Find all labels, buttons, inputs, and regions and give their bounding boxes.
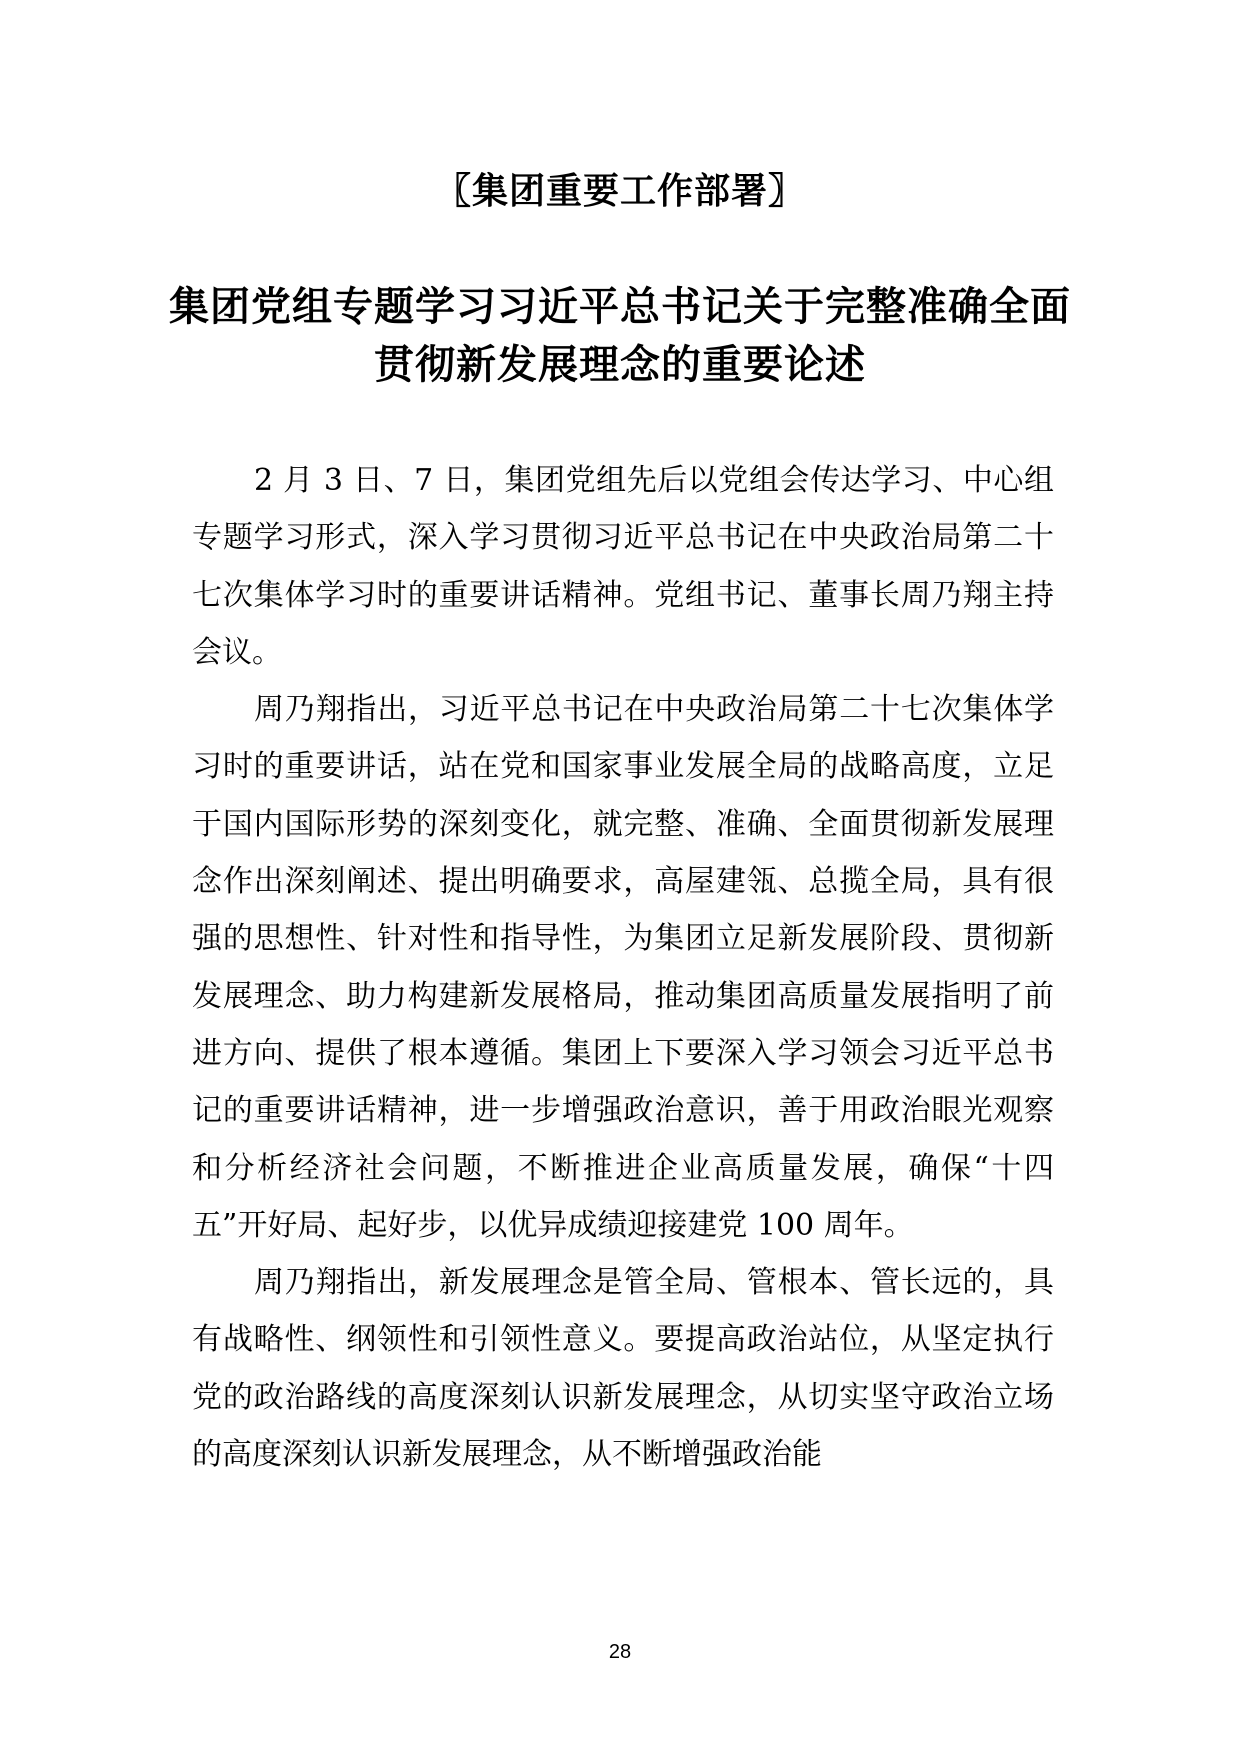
article-body bbox=[192, 452, 1054, 1483]
body-paragraph-2: 周乃翔指出，习近平总书记在中央政治局第二十七次集体学习时的重要讲话，站在党和国家事业发展全局的战略高度，立足于国内国际形势的深刻变化，就完整、准确、全面贯彻新发展理念作出深刻阐述、提出明确要求，高屋建瓴、总揽全局，具有很强的思想性、针对性和指导性，为集团立足新发展阶段、贯彻新发展理念、助力构建新发展格局，推动集团高质量发展指明了前进方向、提供了根本遵循。集团上下要深入学习领会习近平总书记的重要讲话精神，进一步增强政治意识，善于用政治眼光观察和分析经济社会问题，不断推进企业高质量发展，确保“十四五”开好局、起好步，以优异成绩迎接建党 100 周年。 bbox=[192, 692, 1054, 1243]
section-tag: 〖集团重要工作部署〗 bbox=[434, 171, 805, 212]
article-title-line-1: 集团党组专题学习习近平总书记关于完整准确全面 bbox=[169, 284, 1071, 330]
body-paragraph-1: 2 月 3 日、7 日，集团党组先后以党组会传达学习、中心组专题学习形式，深入学习贯彻习近平总书记在中央政治局第二十七次集体学习时的重要讲话精神。党组书记、董事长周乃翔主持会议。 bbox=[192, 463, 1054, 670]
page-number: 28 bbox=[608, 1641, 632, 1663]
article-title bbox=[150, 278, 1090, 394]
body-paragraph-3: 周乃翔指出，新发展理念是管全局、管根本、管长远的，具有战略性、纲领性和引领性意义。要提高政治站位，从坚定执行党的政治路线的高度深刻认识新发展理念，从切实坚守政治立场的高度深刻认识新发展理念，从不断增强政治能 bbox=[192, 1265, 1054, 1473]
article-title-line-2: 贯彻新发展理念的重要论述 bbox=[374, 342, 866, 388]
